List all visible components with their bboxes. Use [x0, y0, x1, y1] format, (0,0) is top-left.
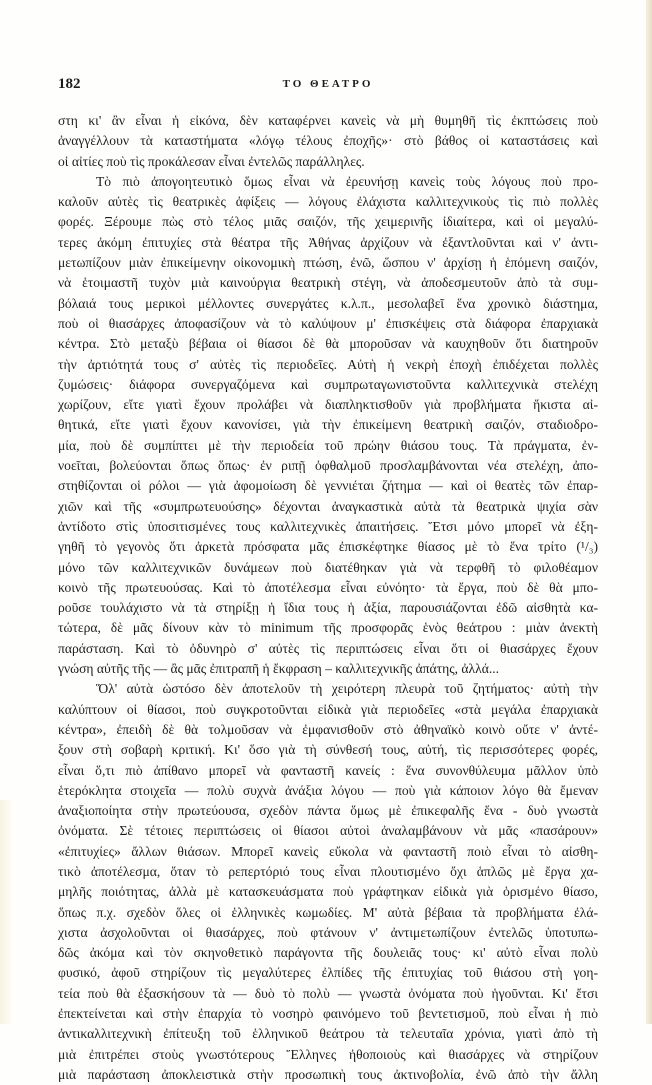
text-line: τεία ποὺ θὰ ἐξασκήσουν τὰ — δυὸ τὸ πολὺ — γνωστὰ ὀνόματα ποὺ ἡγοῦνται. Κι' ἔτσι: [58, 985, 598, 1001]
text-line: χωρίζουν, εἴτε γιατὶ ἔχουν προλάβει νὰ διαπληκτισθοῦν γιὰ προβλήματα ἥκιστα αἰ-: [58, 397, 598, 413]
page-number: 182: [58, 76, 81, 92]
text-line: κοινὸ τῆς πρωτευούσας. Καὶ τὸ ἀποτέλεσμα εἶναι εὐνόητο· τὰ ἔργα, ποὺ δὲ θὰ μπο-: [58, 579, 598, 595]
text-line: ἀναγγέλλουν τὰ καταστήματα «λόγῳ τέλους ἐποχῆς»· στὸ βάθος οἱ καταστάσεις καὶ: [58, 133, 598, 149]
text-line: δῶς ἀκόμα καὶ τὸν σκηνοθετικὸ παράγοντα τῆς δουλειᾶς τους· κι' αὐτὸ εἶναι πολὺ: [58, 945, 598, 961]
text-line: ἐπεκτείνεται καὶ στὴν ἐπαρχία τὸ νοσηρὸ φαινόμενο τοῦ βεντετισμοῦ, ποὺ εἶναι ἡ πιὸ: [58, 1006, 598, 1022]
text-line: ἀντίδοτο στὶς ὑποσιτισμένες τους καλλιτεχνικὲς ἀπαιτήσεις. Ἔτσι μόνο μπορεῖ νὰ ἐξη-: [58, 518, 598, 534]
text-line: ὅπως π.χ. σχεδὸν ὅλες οἱ ἑλληνικὲς κωμωδίες. Μ' αὐτὰ βέβαια τὰ προβλήματα ἐλά-: [58, 904, 598, 920]
text-line: Τὸ πιὸ ἀπογοητευτικὸ ὅμως εἶναι νὰ ἐρευνήσῃ κανεὶς τοὺς λόγους ποὺ προ-: [96, 173, 598, 189]
text-line: ἀναξιοποίητα στὴν πρωτεύουσα, σχεδὸν πάντα ὅμως μὲ ἐπικεφαλῆς ἕνα - δυὸ γνωστὰ: [58, 803, 598, 819]
text-line: καλύπτουν οἱ θίασοι, ποὺ συγκροτοῦνται εἰδικὰ γιὰ περιοδεῖες «στὰ μεγάλα ἐπαρχιακὰ: [58, 701, 598, 717]
text-line: μόνο τῶν καλλιτεχνικῶν δυνάμεων ποὺ διατέθηκαν γιὰ νὰ τερφθῆ τὸ φιλοθέαμον: [58, 559, 598, 575]
body-text: [58, 111, 598, 1085]
scan-margin-tint: [0, 800, 14, 1024]
text-line: ἀντικαλλιτεχνικὴ ἐπίτευξη τοῦ ἑλληνικοῦ θεάτρου τὰ τελευταῖα χρόνια, γιατὶ ἀπὸ τὴ: [58, 1026, 598, 1042]
text-line: κέντρα», ἐπειδὴ δὲ θὰ τολμοῦσαν νὰ ἐμφανισθοῦν στὸ ἀθηναϊκὸ κοινὸ οὔτε ν' ἀντέ-: [58, 721, 598, 737]
text-line: καλοῦν αὐτὲς τὶς θεατρικὲς ἀφίξεις — λόγους ἐλάχιστα καλλιτεχνικοὺς τὶς πιὸ πολλὲς: [58, 194, 598, 210]
text-line: γηθῆ τὸ γεγονὸς ὅτι ἀρκετὰ πρόσφατα μᾶς ἐπισκέφτηκε θίασος μὲ τὸ ἕνα τρίτο (¹/₃): [58, 539, 598, 555]
text-line: μετωπίζουν μιὰν ἐπικείμενην οἰκονομικὴ πτώση, ἐνῶ, ὥσπου ν' ἀρχίσῃ ἡ ἑπόμενη σαιζόν,: [58, 255, 598, 271]
text-line: τερες ἀκόμη ἐπιτυχίες στὰ θέατρα τῆς Ἀθήνας ἀρχίζουν νὰ ἐξαντλοῦνται καὶ ν' ἀντι-: [58, 234, 598, 250]
text-line: μία, ποὺ δὲ συμπίπτει μὲ τὴν περιοδεία τοῦ πρώην θιάσου τους. Τὰ πράγματα, ἐν-: [58, 437, 598, 453]
text-line: ποὺ οἱ θιασάρχες ἀποφασίζουν νὰ τὸ καλύψουν μ' ἐπισκέψεις στὰ διάφορα ἐπαρχιακὰ: [58, 315, 598, 331]
text-line: εἶναι ὅ,τι πιὸ ἀπίθανο μπορεῖ νὰ φανταστῆ κανείς : ἕνα συνονθύλευμα μᾶλλον ὑπὸ: [58, 762, 598, 778]
text-line: ἑτερόκλητα στοιχεῖα — πολὺ συχνὰ ἀνάξια λόγου — ποὺ γιὰ κάποιον λόγο θὰ ἔμεναν: [58, 782, 598, 798]
text-line: νοεῖται, βολεύονται ὅπως ὅπως· ἐν ριπῇ ὀφθαλμοῦ προσλαμβάνονται νέα στελέχη, ἀπο-: [58, 458, 598, 474]
text-line: φυσικό, ἀφοῦ στηρίζουν τὶς μεγαλύτερες ἐλπίδες τῆς ἐπιτυχίας τοῦ θιάσου στὴ γοη-: [58, 965, 598, 981]
text-line: τώτερα, δὲ μᾶς δίνουν κὰν τὸ minimum τῆς προσφορᾶς ἑνὸς θεάτρου : μιὰν ἀνεκτὴ: [58, 620, 598, 636]
running-title: ΤΟ ΘΕΑΤΡΟ: [282, 78, 374, 90]
text-line: φορές. Ξέρουμε πὼς στὸ τέλος μιᾶς σαιζόν, τῆς χειμερινῆς ἰδιαίτερα, καὶ οἱ μεγαλύ-: [58, 214, 598, 230]
text-line: Ὅλ' αὐτὰ ὡστόσο δὲν ἀποτελοῦν τὴ χειρότερη πλευρὰ τοῦ ζητήματος· αὐτὴ τὴν: [96, 681, 598, 697]
text-line: βόλαιά τους μερικοὶ μέλλοντες συνεργάτες κ.λ.π., μεσολαβεῖ ἕνα χρονικὸ διάστημα,: [58, 295, 598, 311]
text-line: στη κι' ἂν εἶναι ἡ εἰκόνα, δὲν καταφέρνει κανεὶς νὰ μὴ θυμηθῆ τὶς ἐκπτώσεις ποὺ: [58, 113, 598, 128]
page-edge-shadow: [646, 0, 652, 1024]
text-line: ροῦσε τουλάχιστο νὰ τὰ στηρίξῃ ἡ ἴδια τους ἡ ἀξία, παρουσιάζονται ἐδῶ αἰσθητὰ κα-: [58, 600, 598, 616]
text-line: γνώση αὐτῆς τῆς — ἂς μᾶς ἐπιτραπῆ ἡ ἔκφραση – καλλιτεχνικῆς ἀπάτης, ἀλλά...: [58, 661, 500, 677]
text-line: νὰ ἑτοιμαστῆ τυχὸν μιὰ καινούργια θεατρικὴ στέγη, νὰ ἀποδεσμευτοῦν ἀπὸ τὰ συμ-: [58, 275, 598, 291]
text-line: τὴν ἀρτιότητά τους σ' αὐτὲς τὶς περιοδεῖες. Αὐτὴ ἡ νεκρὴ ἐποχὴ ἐπιδέχεται πολλὲς: [58, 356, 598, 372]
text-line: ξουν στὴ σοβαρὴ κριτική. Κι' ὅσο γιὰ τὴ σύνθεσή τους, αὐτή, τὶς περισσότερες φορές,: [58, 742, 598, 758]
text-line: μιὰ παράσταση ἀποκλειστικὰ στὴν προσωπικὴ τους ἀκτινοβολία, ἐνῶ ἀπὸ τὴν ἄλλη: [58, 1066, 598, 1082]
text-line: «ἐπιτυχίες» ἄλλων θιάσων. Μπορεῖ κανεὶς εὔκολα νὰ φανταστῆ ποιὸ εἶναι τὸ αἰσθη-: [58, 843, 598, 859]
text-line: ζυμώσεις· διάφορα συνεργαζόμενα καὶ συμπρωταγωνιστοῦντα καλλιτεχνικὰ στελέχη: [58, 376, 598, 392]
text-line: στηθίζονται οἱ ρόλοι — γιὰ ἀφομοίωση δὲ γεννιέται ζήτημα — καὶ οἱ θεατὲς τῶν ἐπαρ-: [58, 478, 598, 494]
text-line: τικὸ ἀποτέλεσμα, ὅταν τὸ ρεπερτόριό τους εἶναι πλουτισμένο ὄχι ἁπλῶς μὲ ἔργα χα-: [58, 863, 598, 879]
text-line: παράσταση. Καὶ τὸ ὀδυνηρὸ σ' αὐτὲς τὶς περιπτώσεις εἶναι ὅτι οἱ θιασάρχες ἔχουν: [58, 640, 598, 656]
text-line: μιὰ ἐπιτρέπει στοὺς γνωστότερους Ἕλληνες ἠθοποιοὺς καὶ θιασάρχες νὰ στηρίζουν: [58, 1046, 598, 1062]
text-line: κέντρα. Στὸ μεταξὺ βέβαια οἱ θίασοι δὲ θὰ μποροῦσαν νὰ καυχηθοῦν ὅτι διατηροῦν: [58, 336, 598, 352]
text-line: μηλῆς ποιότητας, ἀλλὰ μὲ κατασκευάσματα ποὺ γράφτηκαν εἰδικὰ γιὰ ὁρισμένο θίασο,: [58, 884, 598, 900]
text-line: θητικά, εἴτε γιατὶ ἔχουν κανονίσει, γιὰ τὴν ἐπικείμενη θεατρικὴ σαιζόν, σταδιοδρο-: [58, 417, 598, 433]
text-line: χιῶν καὶ τῆς «συμπρωτευούσης» δέχονται ἀναγκαστικὰ αὐτὰ τὰ θεατρικὰ ψιχία σὰν: [58, 498, 598, 514]
text-line: οἱ αἰτίες ποὺ τὶς προκάλεσαν εἶναι ἐντελῶς παράλληλες.: [58, 153, 365, 169]
text-line: ὀνόματα. Σὲ τέτοιες περιπτώσεις οἱ θίασοι αὐτοὶ ἀναλαμβάνουν νὰ μᾶς «πασάρουν»: [58, 823, 598, 839]
text-line: χιστα ἀσχολοῦνται οἱ θιασάρχες, ποὺ φτάνουν ν' ἀντιμετωπίζουν ἐντελῶς ὑποτυπω-: [58, 924, 598, 940]
page-header: [58, 76, 598, 96]
